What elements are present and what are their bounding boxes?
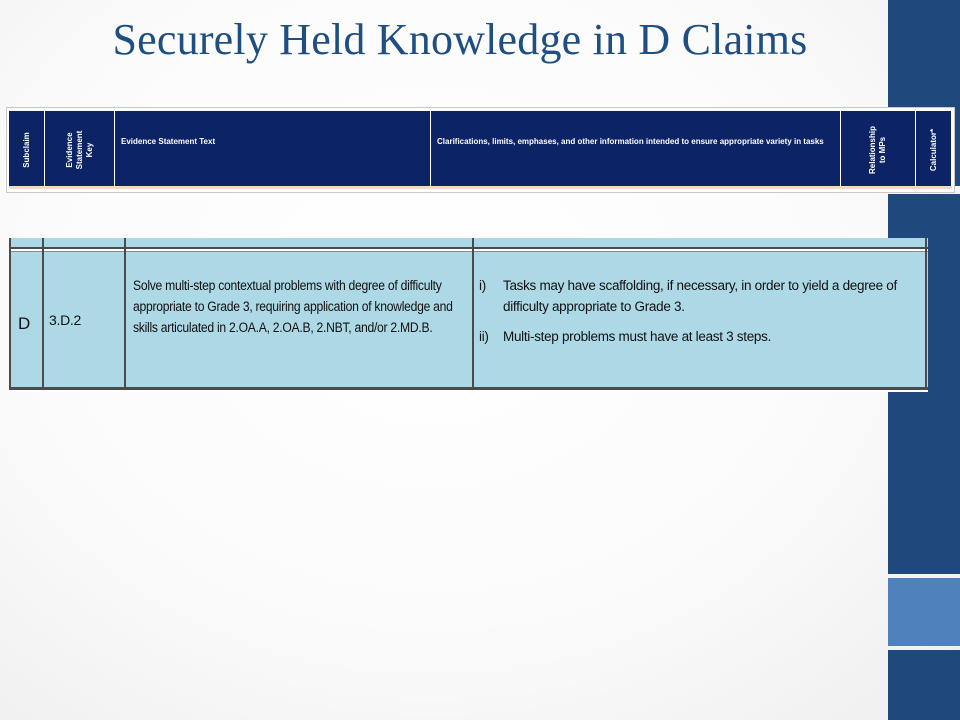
column-divider: [42, 238, 44, 390]
header-cell-clarifications: [431, 111, 841, 189]
header-bottom-strip: [9, 186, 952, 189]
header-cell-calculator: [916, 111, 952, 189]
sidebar-block: [888, 650, 960, 720]
header-label: Evidence Statement Text: [121, 137, 216, 146]
clarification-item: [479, 326, 924, 347]
row-top-band: [9, 238, 928, 249]
header-label: Evidence Statement Key: [64, 130, 94, 170]
clarification-number: i): [479, 278, 486, 293]
header-label: Clarifications, limits, emphases, and other information intended to ensure appropriate variety in tasks: [437, 137, 824, 146]
header-cell-relationship-mps: [841, 111, 916, 189]
header-cell-evidence-key: [45, 111, 115, 189]
sidebar-accent-block: [888, 578, 960, 646]
table-header-row: [9, 111, 952, 189]
header-table-image: [7, 108, 954, 192]
subclaim-cell: D: [18, 314, 30, 333]
header-label: Calculator*: [928, 128, 938, 172]
column-divider: [472, 238, 474, 390]
evidence-key-cell: 3.D.2: [49, 312, 81, 328]
evidence-statement-cell: Solve multi-step contextual problems with degree of difficulty appropriate to Grade 3, requiring application of knowledge and skills articulated in 2.OA.A, 2.OA.B, 2.NBT, and/or 2.MD.B.: [133, 278, 453, 335]
column-divider: [925, 238, 927, 390]
clarification-text: Multi-step problems must have at least 3 steps.: [503, 329, 772, 344]
header-label: Subclaim: [21, 132, 31, 168]
clarification-item: [479, 275, 924, 317]
column-divider: [9, 238, 11, 390]
column-divider: [124, 238, 126, 390]
slide-title: Securely Held Knowledge in D Claims: [112, 15, 808, 64]
header-label: Relationship to MPs: [868, 125, 887, 175]
header-cell-evidence-text: [115, 111, 431, 189]
table-row-image: [9, 238, 928, 392]
clarifications-cell: [479, 275, 924, 356]
clarification-text: Tasks may have scaffolding, if necessary, in order to yield a degree of difficulty appropriate to Grade 3.: [503, 278, 897, 314]
clarification-number: ii): [479, 329, 489, 344]
header-cell-subclaim: [9, 111, 45, 189]
